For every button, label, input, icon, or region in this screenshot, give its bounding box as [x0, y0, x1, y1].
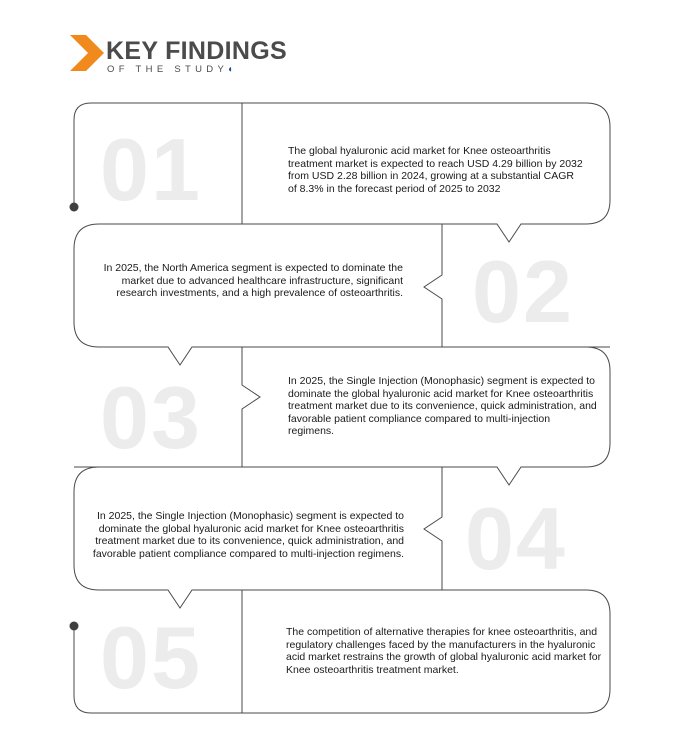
finding-5-text: The competition of alternative therapies for knee osteoarthritis, and regulatory challenges faced by the manufacturers in the hyaluronic acid market restrains the growth of global hyaluronic acid market for Knee osteoarthritis treatment market. [286, 626, 602, 676]
finding-4-text: In 2025, the Single Injection (Monophasic) segment is expected to dominate the global hyaluronic acid market for Knee osteoarthritis treatment market due to its convenience, quick administration, and favorable patient compliance compared to multi-injection regimens. [92, 510, 404, 560]
finding-5-number: 05 [100, 608, 202, 707]
finding-1-number: 01 [100, 120, 202, 219]
finding-4-number: 04 [465, 489, 567, 588]
finding-2-number: 02 [472, 242, 574, 341]
finding-3-number: 03 [100, 368, 202, 467]
finding-4-divider [424, 467, 442, 590]
finding-2-divider [424, 224, 442, 347]
finding-1-text: The global hyaluronic acid market for Knee osteoarthritis treatment market is expected to reach USD 4.29 billion by 2032 from USD 2.28 billion in 2024, growing at a substantial CAGR of 8.3% in the forecast period of 2025 to 2032 [288, 145, 583, 195]
header-subtitle: OF THE STUDY◐ [107, 64, 234, 75]
header-title: KEY FINDINGS [106, 37, 287, 65]
finding-3-divider [242, 347, 260, 467]
start-dot [70, 203, 79, 212]
finding-3-text: In 2025, the Single Injection (Monophasic) segment is expected to dominate the global hyaluronic acid market for Knee osteoarthritis treatment market due to its convenience, quick administration, and favorable patient compliance compared to multi-injection regimens. [288, 375, 597, 437]
finding-2-text: In 2025, the North America segment is expected to dominate the market due to advanced healthcare infrastructure, significant research investments, and a high prevalence of osteoarthritis. [103, 262, 403, 299]
small-crescent-icon: ◐ [228, 64, 234, 75]
end-dot [70, 622, 79, 631]
